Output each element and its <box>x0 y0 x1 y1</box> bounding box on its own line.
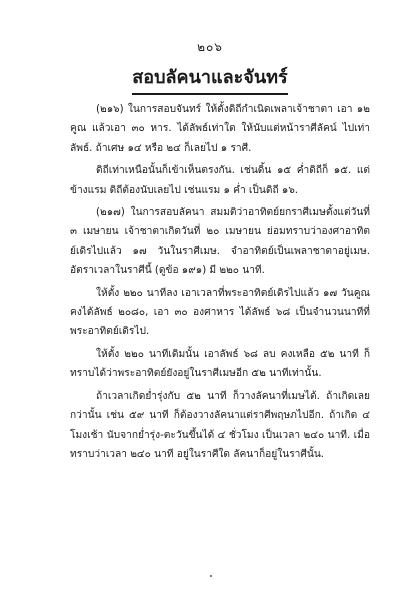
page-mark <box>210 575 212 577</box>
paragraph-217-remainder: ให้ตั้ง ๒๒๐ นาทีเดิมนั้น เอาลัพธ์ ๖๘ ลบ คงเหลือ ๕๒ นาที ก็ทราบได้ว่าพระอาทิตย์ยังอยู่ในราศีเมษอีก ๕๒ นาทีเท่านั้น. <box>70 348 370 380</box>
body-text <box>70 100 370 467</box>
title-wrap <box>0 62 420 95</box>
page-title: สอบลัคนาและจันทร์ <box>132 62 287 95</box>
paragraph-216-cont: ดิถีเท่าเหนือนั้นก็เข้าเห็นตรงกัน. เช่นดิ้น ๑๕ ค่ำดิถีก็ ๑๕. แต่ข้างแรม ดิถีต้องนับเลยไป เช่นแรม ๑ ค่ำ เป็นดิถี ๑๖. <box>70 165 370 196</box>
paragraph-217: (๒๑๗) ในการสอบลัคนา สมมติว่าอาทิตย์ยกราศีเมษตั้งแต่วันที่ ๓ เมษายน เจ้าชาตาเกิดวันที่ ๒๐ เมษายน ย่อมทราบว่าองศาอาทิตย์เดิรไปแล้ว ๑๗ วันในราศีเมษ. จำอาทิตย์เป็นเพลาชาตาอยู่เมษ. อัตราเวลาในราศีนี้ (ดูข้อ ๑๙๑) มี ๒๒๐ นาที. <box>70 207 370 277</box>
paragraph-217-calc: ให้ตั้ง ๒๒๐ นาทีลง เอาเวลาที่พระอาทิตย์เดิรไปแล้ว ๑๗ วันคูณ คงได้ลัพธ์ ๒๐๘๐, เอา ๓๐ องศาหาร ได้ลัพธ์ ๖๘ เป็นจำนวนนาทีที่พระอาทิตย์เดิรไป. <box>70 287 370 338</box>
paragraph-216: (๒๑๖) ในการสอบจันทร์ ให้ตั้งดิถีกำเนิดเพลาเจ้าชาตา เอา ๑๒ คูณ แล้วเอา ๓๐ หาร. ได้ลัพธ์เท่าใด ให้นับแต่หน้าราศีลัคน์ ไปเท่าลัพธ์. ถ้าเศษ ๑๔ หรือ ๒๔ ก็เลยไป ๑ ราศี. <box>70 104 370 154</box>
page-number: ๒๐๖ <box>197 40 223 54</box>
paragraph-217-conclusion: ถ้าเวลาเกิดย่ำรุ่งกับ ๕๒ นาที ก็วางลัคนาที่เมษได้. ถ้าเกิดเลยกว่านั้น เช่น ๕๙ นาที ก็ต้องวางลัคนาแต่ราศีพฤษภไปอีก. ถ้าเกิด ๔ โมงเช้า นับจากย่ำรุ่ง-ตะวันขึ้นได้ ๔ ชั่วโมง เป็นเวลา ๒๔๐ นาที. เมื่อทราบว่าเวลา ๒๔๐ นาที อยู่ในราศีใด ลัคนาก็อยู่ในราศีนั้น. <box>70 390 370 460</box>
